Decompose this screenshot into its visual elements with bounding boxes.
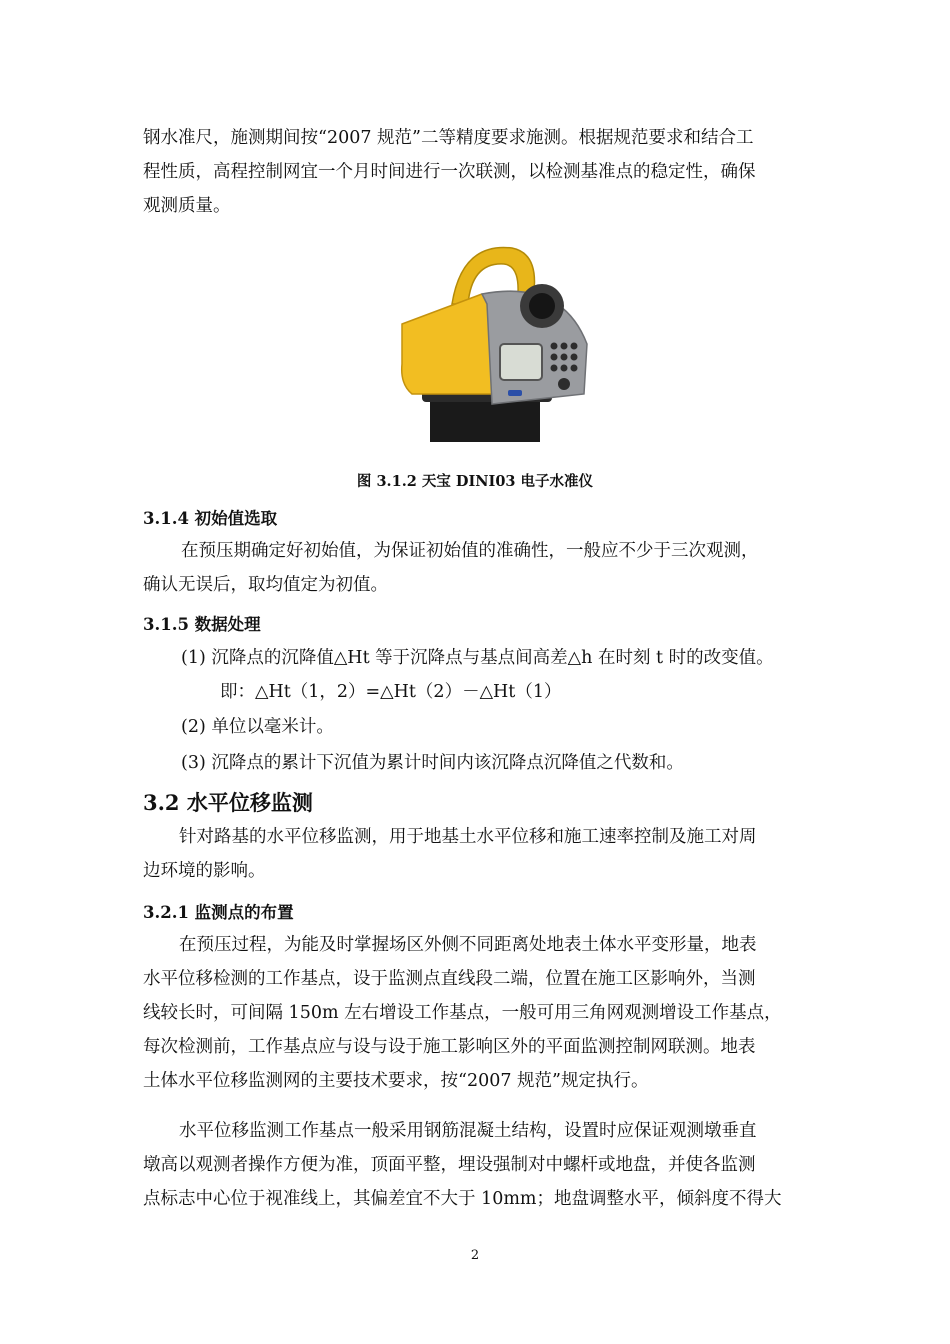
heading-data-processing: 3.1.5 数据处理: [143, 615, 261, 634]
heading-horizontal-displacement: 3.2 水平位移监测: [143, 790, 313, 815]
page-number: 2: [470, 1248, 480, 1263]
heading-monitoring-point-layout: 3.2.1 监测点的布置: [143, 903, 294, 922]
list-item-2: (2) 单位以毫米计。: [181, 717, 334, 737]
paragraph-monitoring-layout: 在预压过程，为能及时掌握场区外侧不同距离处地表土体水平变形量，地表 水平位移检测的工作基点，设于监测点直线段二端，位置在施工区影响外，当测 线较长时，可间隔 150m 左右增设工作基点，一般可用三角网观测增设工作基点， 每次检测前，工作基点应与设与设于施工影响区外的平面监测控制网联测。地表 土体水平位移监测网的主要技术要求，按“2007 规范”规定执行。: [143, 935, 782, 1091]
paragraph-precision-requirements: 钢水准尺，施测期间按“2007 规范”二等精度要求施测。根据规范要求和结合工 程性质，高程控制网宜一个月时间进行一次联测，以检测基准点的稳定性，确保 观测质量。: [143, 128, 756, 216]
paragraph-work-base-points: 水平位移监测工作基点一般采用钢筋混凝土结构，设置时应保证观测墩垂直 墩高以观测者操作方便为准，顶面平整，埋设强制对中螺杆或地盘，并使各监测 点标志中心位于视准线上，其偏差宜不大于 10mm；地盘调整水平，倾斜度不得大: [143, 1121, 782, 1209]
paragraph-horizontal-displacement: 针对路基的水平位移监测，用于地基土水平位移和施工速率控制及施工对周 边环境的影响。: [143, 827, 757, 881]
figure-caption: 图 3.1.2 天宝 DINI03 电子水准仪: [356, 473, 594, 490]
formula: 即：△Ht（1，2）=△Ht（2）－△Ht（1）: [220, 682, 562, 702]
list-item-1: (1) 沉降点的沉降值△Ht 等于沉降点与基点间高差△h 在时刻 t 时的改变值。: [181, 648, 774, 668]
list-item-3: (3) 沉降点的累计下沉值为累计时间内该沉降点沉降值之代数和。: [181, 753, 684, 773]
paragraph-initial-values: 在预压期确定好初始值，为保证初始值的准确性，一般应不少于三次观测， 确认无误后，取均值定为初值。: [143, 541, 759, 595]
heading-initial-values: 3.1.4 初始值选取: [143, 509, 278, 528]
digital-level-instrument-icon: [392, 244, 592, 442]
